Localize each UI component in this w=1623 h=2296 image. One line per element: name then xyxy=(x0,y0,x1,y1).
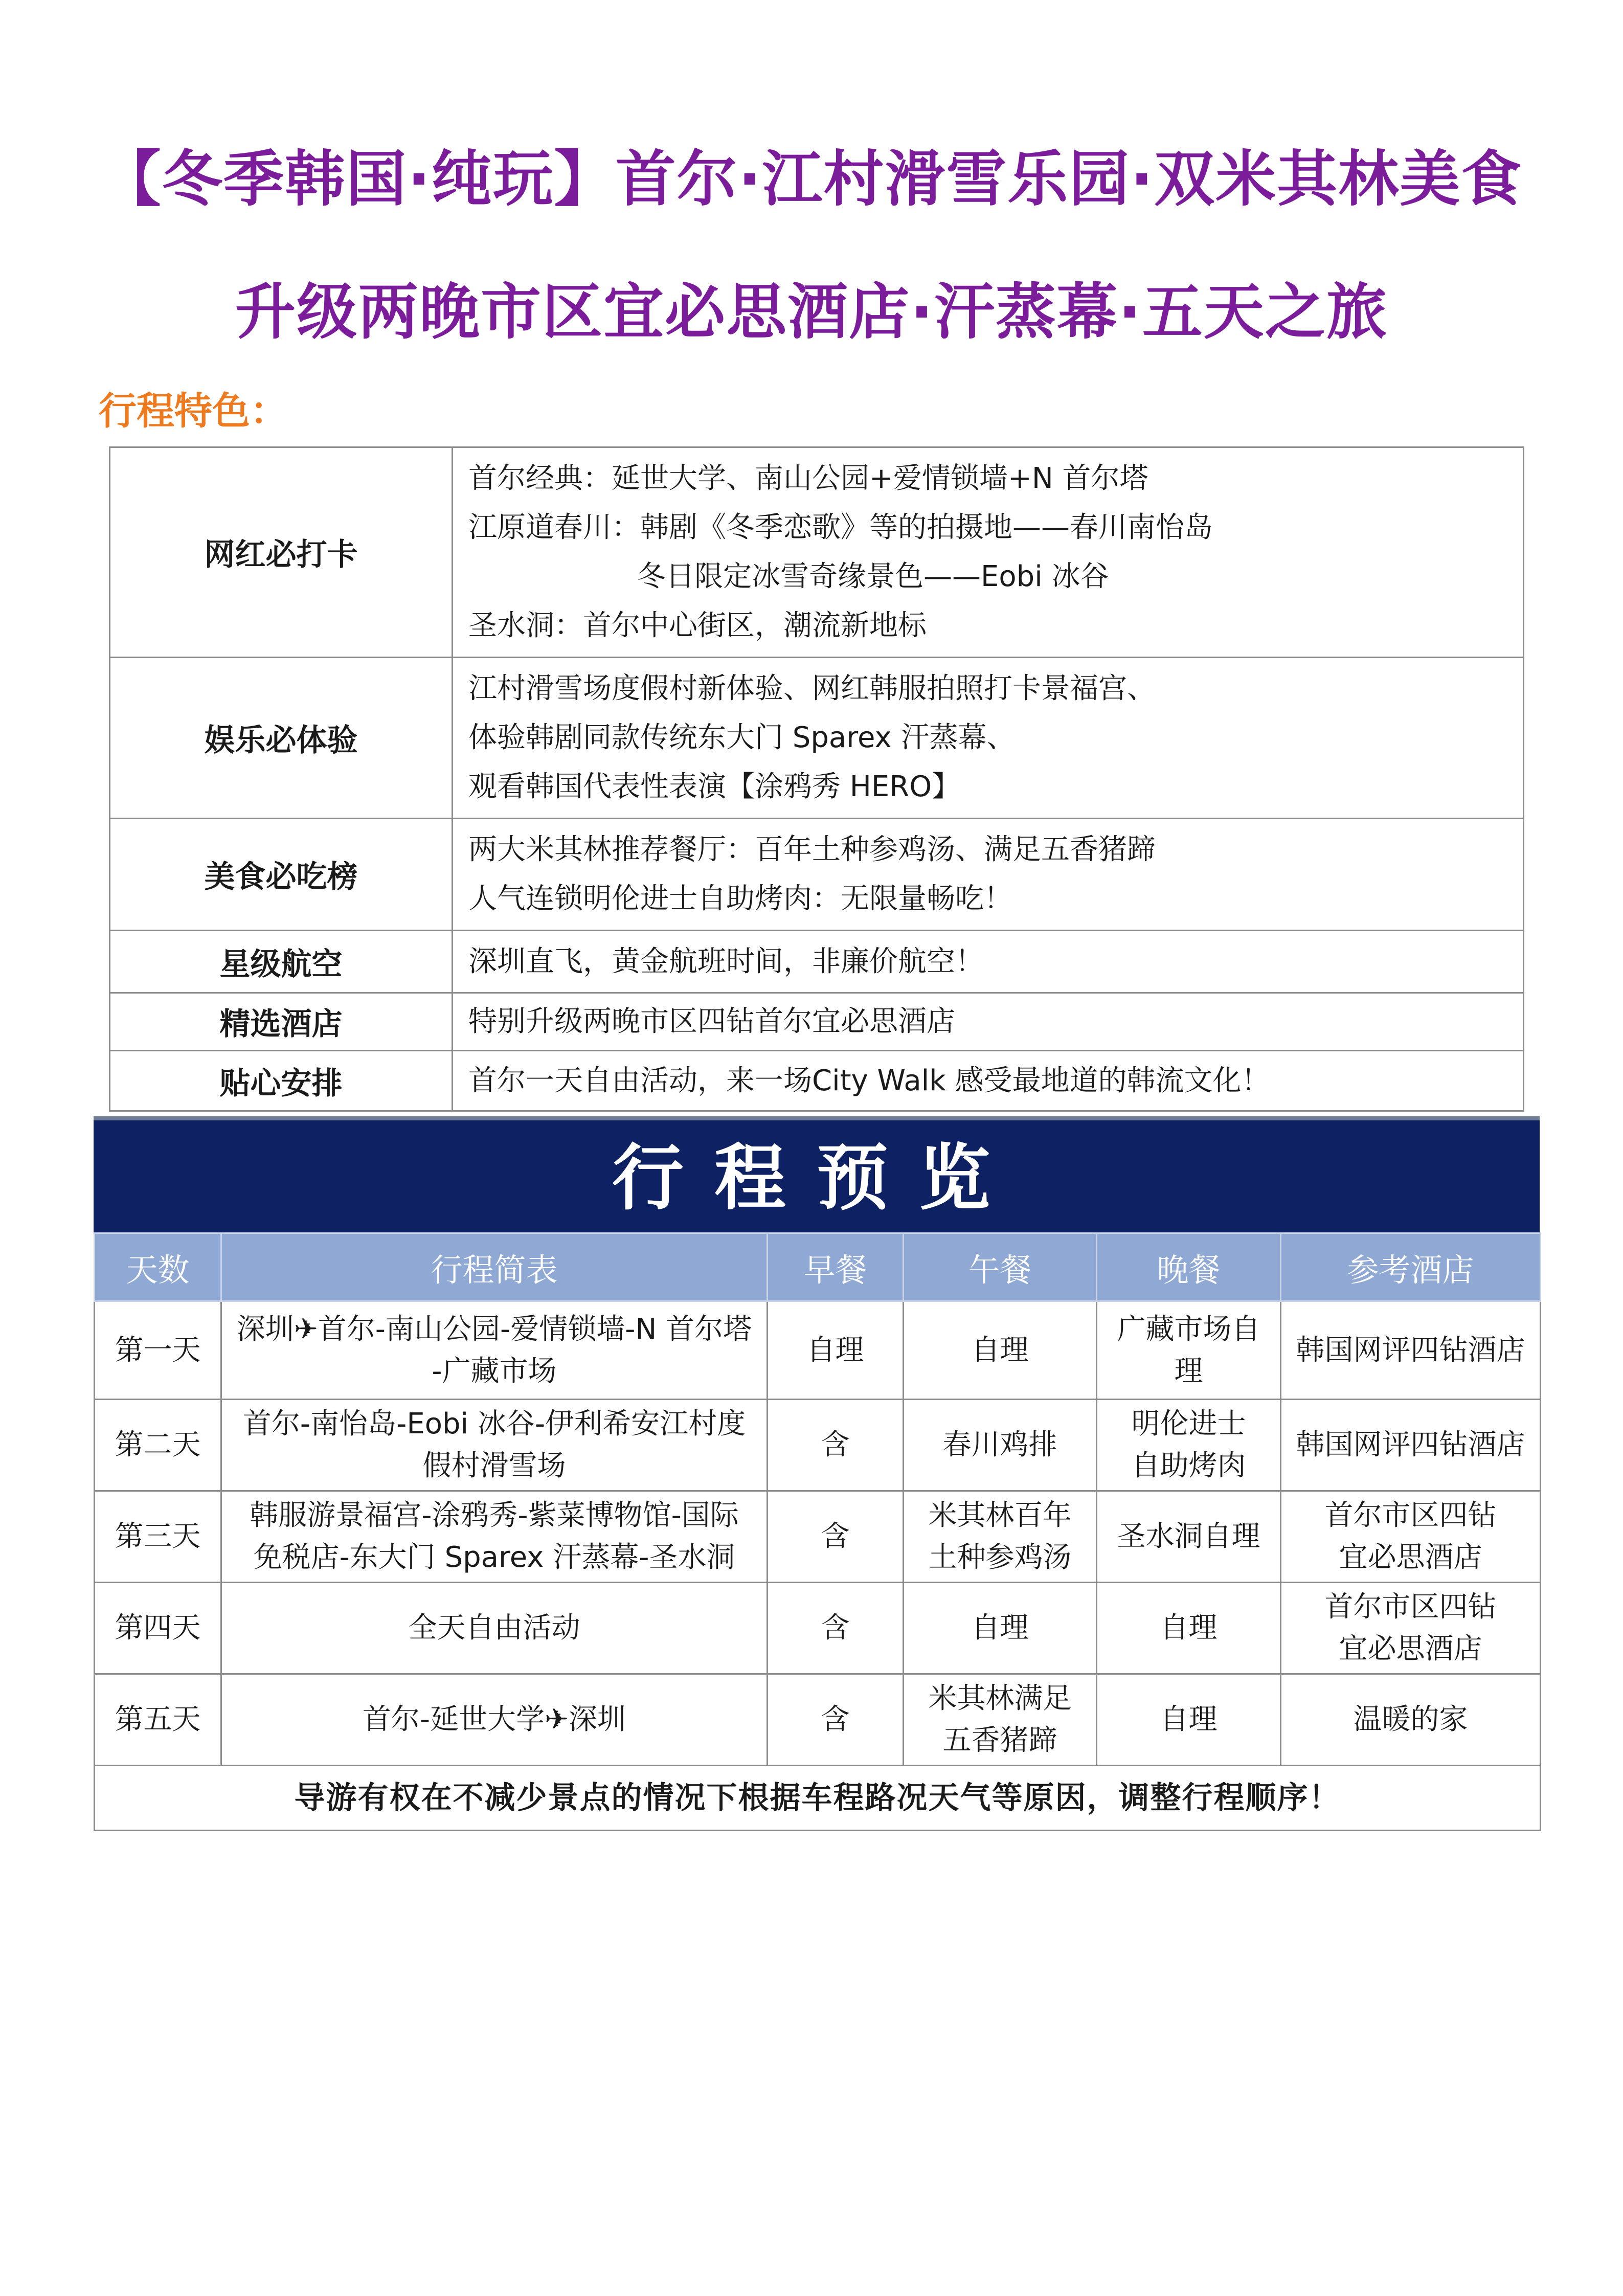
itinerary-cell: 首尔市区四钻 宜必思酒店 xyxy=(1281,1491,1541,1583)
itinerary-cell: 含 xyxy=(768,1491,904,1583)
feature-category: 星级航空 xyxy=(110,931,453,993)
itinerary-cell: 自理 xyxy=(1097,1674,1281,1766)
itinerary-cell: 首尔-延世大学✈深圳 xyxy=(221,1674,768,1766)
feature-line: 体验韩剧同款传统东大门 Sparex 汗蒸幕、 xyxy=(468,721,1016,754)
feature-row xyxy=(110,447,1524,658)
itinerary-cell: 第二天 xyxy=(95,1400,221,1491)
itinerary-row xyxy=(95,1491,1541,1583)
title-line-2: 升级两晚市区宜必思酒店·汗蒸幕·五天之旅 xyxy=(235,277,1388,347)
itinerary-header-row xyxy=(95,1233,1541,1301)
itinerary-row xyxy=(95,1400,1541,1491)
itinerary-cell: 圣水洞自理 xyxy=(1097,1491,1281,1583)
column-header: 参考酒店 xyxy=(1281,1233,1541,1301)
feature-details xyxy=(453,1051,1524,1111)
feature-line: 圣水洞：首尔中心街区，潮流新地标 xyxy=(468,609,927,642)
feature-row xyxy=(110,819,1524,931)
feature-line: 特别升级两晚市区四钻首尔宜必思酒店 xyxy=(468,1005,955,1038)
itinerary-cell: 自理 xyxy=(904,1583,1097,1674)
overview-header: 行程预览 xyxy=(94,1116,1540,1232)
itinerary-row xyxy=(95,1674,1541,1766)
itinerary-cell: 含 xyxy=(768,1400,904,1491)
column-header: 天数 xyxy=(95,1233,221,1301)
itinerary-cell: 第一天 xyxy=(95,1301,221,1400)
itinerary-cell: 首尔市区四钻 宜必思酒店 xyxy=(1281,1583,1541,1674)
feature-line: 江原道春川：韩剧《冬季恋歌》等的拍摄地——春川南怡岛 xyxy=(468,511,1213,544)
feature-category: 精选酒店 xyxy=(110,993,453,1051)
feature-details xyxy=(453,931,1524,993)
feature-category: 网红必打卡 xyxy=(110,447,453,658)
itinerary-cell: 首尔-南怡岛-Eobi 冰谷-伊利希安江村度 假村滑雪场 xyxy=(221,1400,768,1491)
itinerary-cell: 明伦进士 自助烤肉 xyxy=(1097,1400,1281,1491)
itinerary-cell: 广藏市场自 理 xyxy=(1097,1301,1281,1400)
title-line-1: 【冬季韩国·纯玩】首尔·江村滑雪乐园·双米其林美食 xyxy=(100,144,1523,214)
itinerary-note: 导游有权在不减少景点的情况下根据车程路况天气等原因，调整行程顺序！ xyxy=(95,1766,1541,1831)
feature-line: 首尔一天自由活动，来一场City Walk 感受最地道的韩流文化！ xyxy=(468,1064,1270,1097)
itinerary-table xyxy=(94,1232,1541,1831)
itinerary-cell: 韩国网评四钻酒店 xyxy=(1281,1301,1541,1400)
itinerary-cell: 含 xyxy=(768,1674,904,1766)
itinerary-cell: 韩国网评四钻酒店 xyxy=(1281,1400,1541,1491)
column-header: 晚餐 xyxy=(1097,1233,1281,1301)
feature-category: 娱乐必体验 xyxy=(110,658,453,819)
feature-row xyxy=(110,931,1524,993)
itinerary-cell: 含 xyxy=(768,1583,904,1674)
itinerary-cell: 春川鸡排 xyxy=(904,1400,1097,1491)
feature-line: 观看韩国代表性表演【涂鸦秀 HERO】 xyxy=(468,770,961,803)
itinerary-cell: 米其林百年 土种参鸡汤 xyxy=(904,1491,1097,1583)
feature-line: 深圳直飞，黄金航班时间，非廉价航空！ xyxy=(468,944,984,978)
feature-details xyxy=(453,658,1524,819)
feature-category: 贴心安排 xyxy=(110,1051,453,1111)
feature-line: 两大米其林推荐餐厅：百年土种参鸡汤、满足五香猪蹄 xyxy=(468,833,1156,866)
itinerary-cell: 深圳✈首尔-南山公园-爱情锁墙-N 首尔塔 -广藏市场 xyxy=(221,1301,768,1400)
feature-row xyxy=(110,1051,1524,1111)
features-label: 行程特色： xyxy=(99,389,288,433)
itinerary-cell: 第三天 xyxy=(95,1491,221,1583)
itinerary-row xyxy=(95,1583,1541,1674)
feature-line: 首尔经典：延世大学、南山公园+爱情锁墙+N 首尔塔 xyxy=(468,462,1148,495)
itinerary-cell: 米其林满足 五香猪蹄 xyxy=(904,1674,1097,1766)
column-header: 早餐 xyxy=(768,1233,904,1301)
feature-line: 人气连锁明伦进士自助烤肉：无限量畅吃！ xyxy=(468,882,1012,915)
feature-line: 冬日限定冰雪奇缘景色——Eobi 冰谷 xyxy=(637,560,1109,593)
feature-line: 江村滑雪场度假村新体验、网红韩服拍照打卡景福宫、 xyxy=(468,672,1156,705)
feature-details xyxy=(453,993,1524,1051)
itinerary-overview xyxy=(94,1116,1540,1831)
features-table xyxy=(109,446,1524,1112)
itinerary-cell: 第五天 xyxy=(95,1674,221,1766)
feature-details xyxy=(453,819,1524,931)
column-header: 午餐 xyxy=(904,1233,1097,1301)
itinerary-cell: 温暖的家 xyxy=(1281,1674,1541,1766)
itinerary-body xyxy=(95,1301,1541,1766)
feature-row xyxy=(110,658,1524,819)
column-header: 行程简表 xyxy=(221,1233,768,1301)
feature-row xyxy=(110,993,1524,1051)
itinerary-row xyxy=(95,1301,1541,1400)
itinerary-cell: 韩服游景福宫-涂鸦秀-紫菜博物馆-国际 免税店-东大门 Sparex 汗蒸幕-圣水洞 xyxy=(221,1491,768,1583)
itinerary-cell: 第四天 xyxy=(95,1583,221,1674)
itinerary-cell: 自理 xyxy=(768,1301,904,1400)
feature-category: 美食必吃榜 xyxy=(110,819,453,931)
itinerary-cell: 自理 xyxy=(1097,1583,1281,1674)
itinerary-cell: 全天自由活动 xyxy=(221,1583,768,1674)
itinerary-cell: 自理 xyxy=(904,1301,1097,1400)
feature-details xyxy=(453,447,1524,658)
note-row xyxy=(95,1766,1541,1831)
